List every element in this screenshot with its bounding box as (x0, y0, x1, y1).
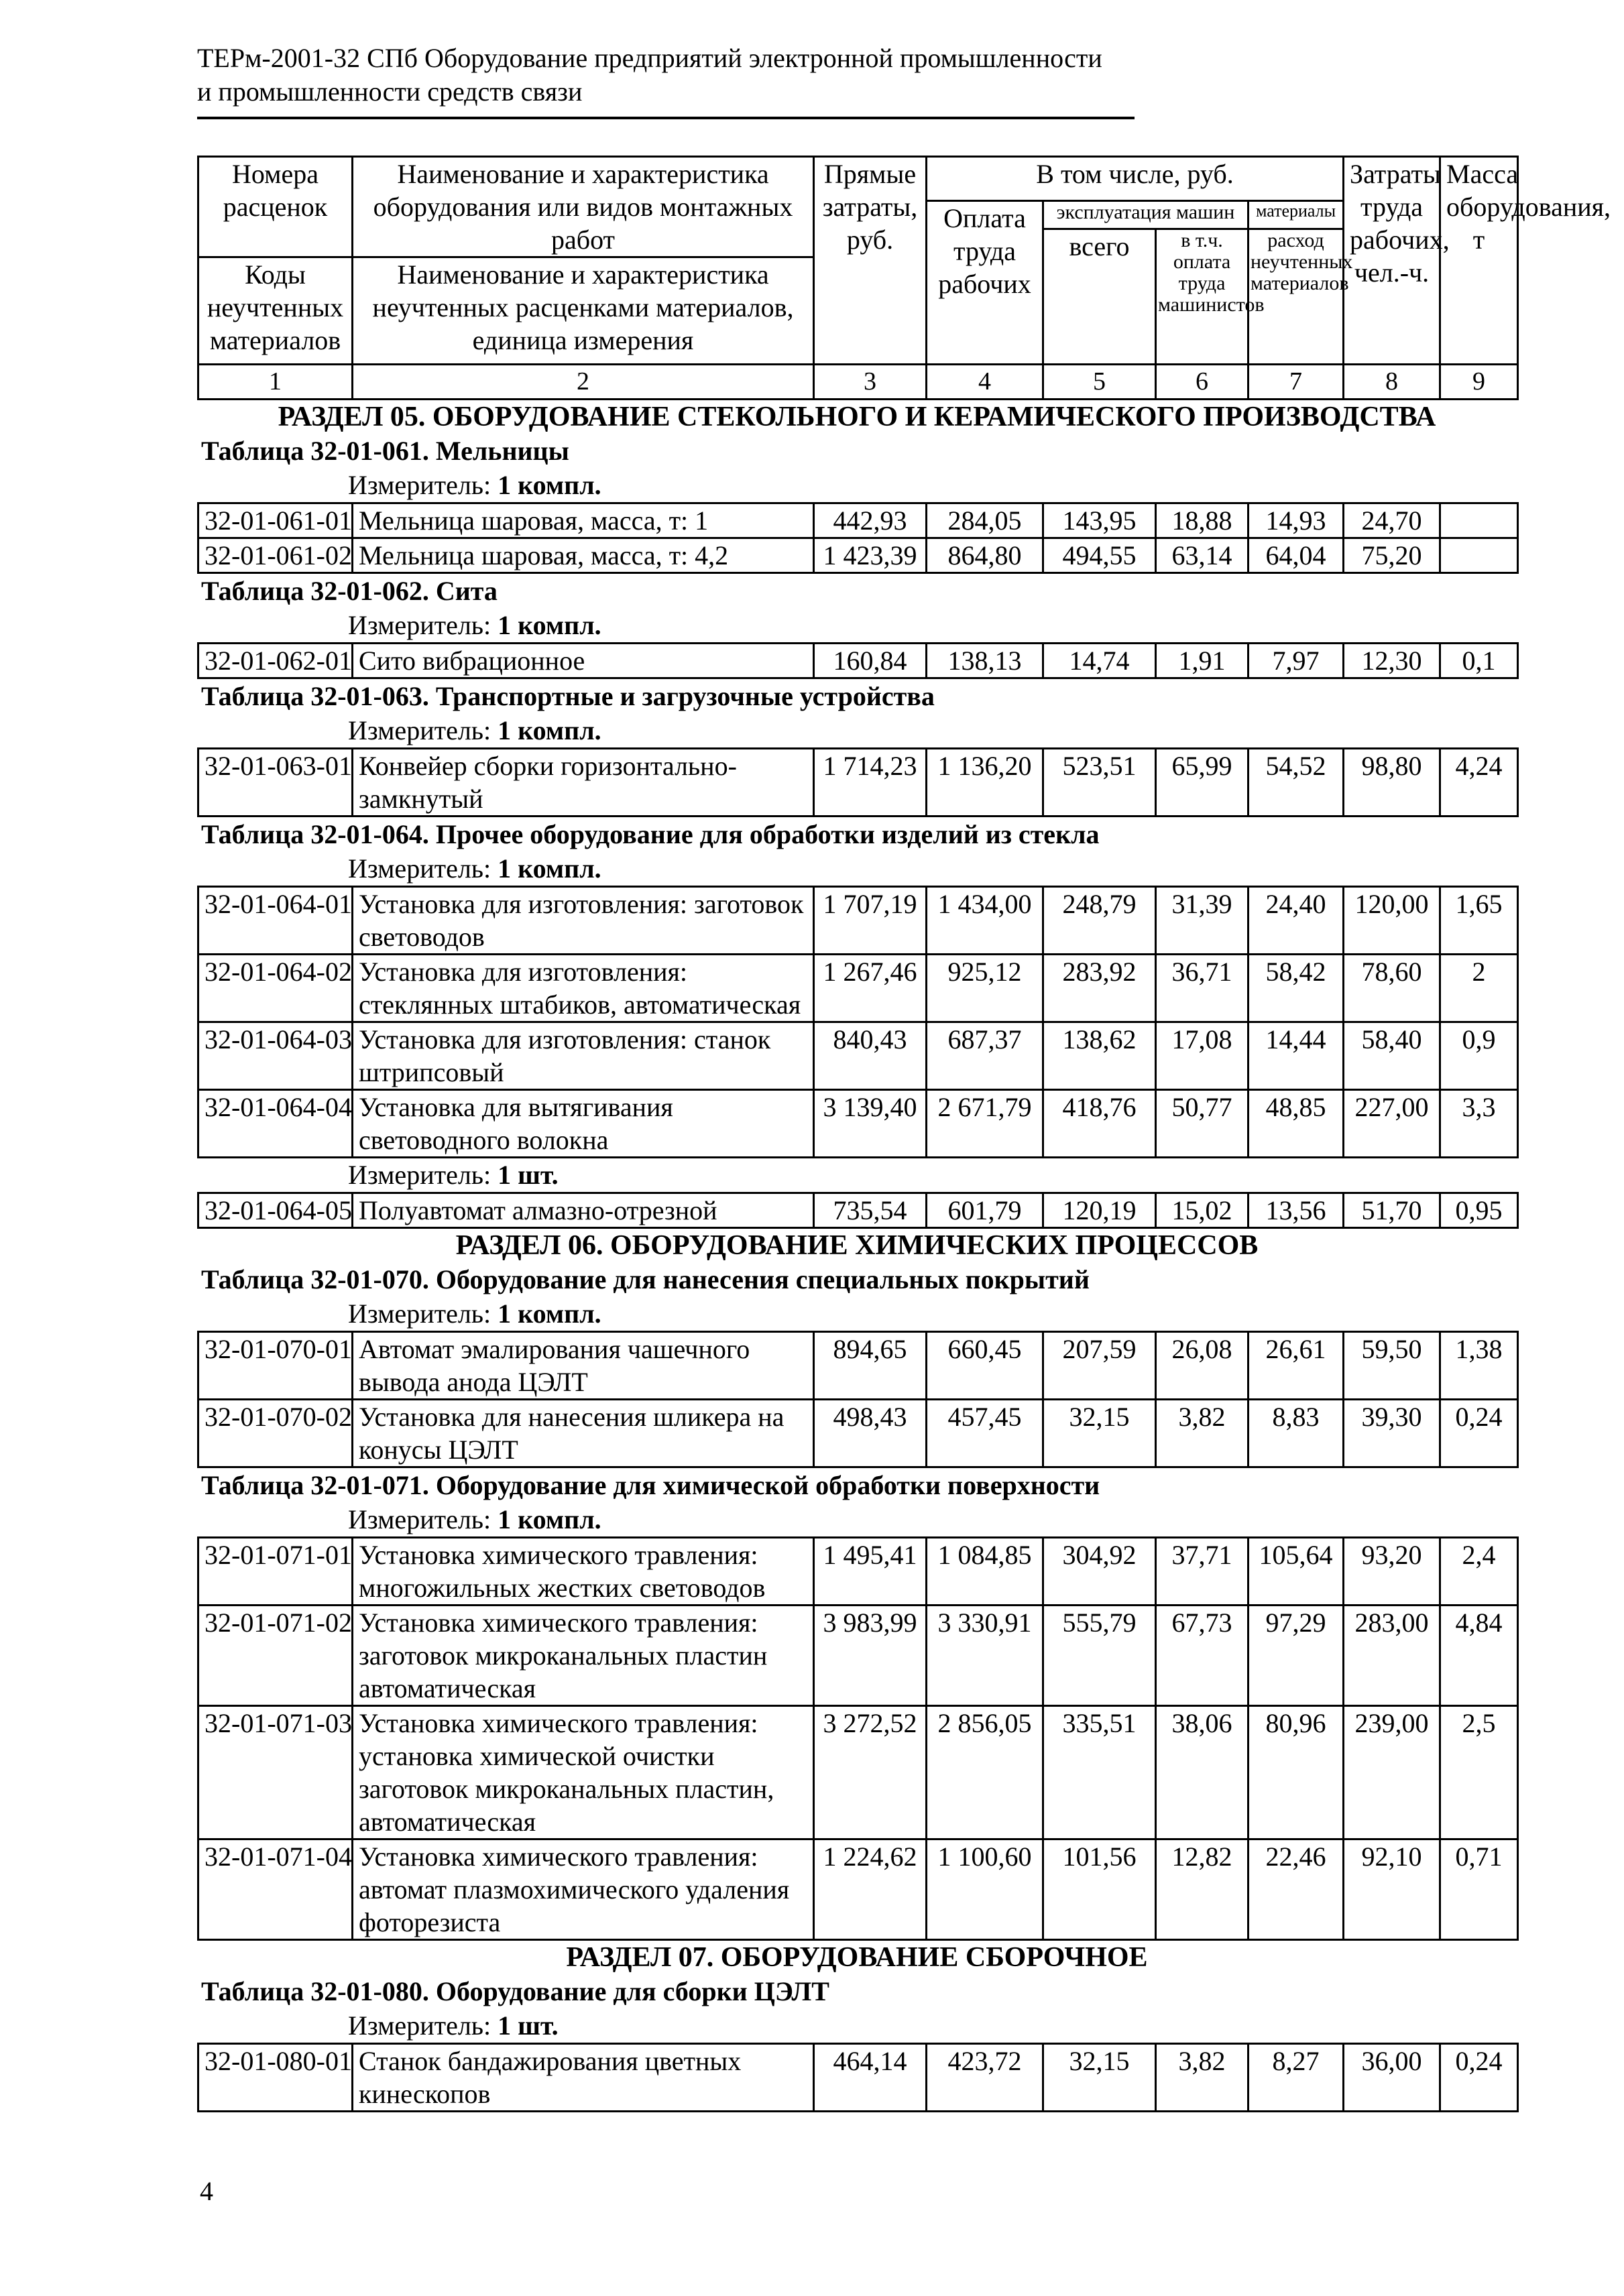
rate-value: 418,76 (1043, 1090, 1156, 1158)
rate-value: 864,80 (927, 538, 1043, 573)
measure-label: Измеритель: (348, 610, 491, 640)
col-header-1-top: Номера расценок (198, 157, 353, 257)
rate-value: 0,9 (1440, 1022, 1518, 1090)
rate-value: 1 423,39 (814, 538, 927, 573)
rate-value: 32,15 (1043, 2044, 1156, 2112)
rate-value: 14,93 (1249, 503, 1344, 538)
col-header-3: Прямые затраты, руб. (814, 157, 927, 365)
table-title: Таблица 32-01-062. Сита (201, 576, 498, 606)
table-row (198, 538, 1518, 573)
rates-table (197, 1192, 1519, 1229)
rate-value: 67,73 (1156, 1606, 1249, 1706)
rate-value: 660,45 (927, 1332, 1043, 1400)
rate-value: 335,51 (1043, 1706, 1156, 1839)
rate-value: 22,46 (1249, 1839, 1344, 1940)
col-header-7: расход неучтенных материалов (1249, 229, 1344, 365)
rate-value: 304,92 (1043, 1538, 1156, 1606)
rate-value: 227,00 (1344, 1090, 1440, 1158)
rate-value: 7,97 (1249, 644, 1344, 678)
rate-name: Установка химического травления: многожильных жестких световодов (353, 1538, 814, 1606)
rate-name: Установка для изготовления: заготовок световодов (353, 887, 814, 955)
col-number: 4 (927, 365, 1043, 400)
rate-value (1440, 538, 1518, 573)
table-row (198, 887, 1518, 955)
rate-value (1440, 503, 1518, 538)
rate-code: 32-01-061-01 (198, 503, 353, 538)
rate-value: 1 224,62 (814, 1839, 927, 1940)
measure-label: Измеритель: (348, 1504, 491, 1534)
rate-value: 0,1 (1440, 644, 1518, 678)
rate-value: 0,24 (1440, 1400, 1518, 1467)
rate-value: 63,14 (1156, 538, 1249, 573)
rate-value: 58,42 (1249, 955, 1344, 1022)
rate-name: Установка для вытягивания световодного волокна (353, 1090, 814, 1158)
rate-name: Мельница шаровая, масса, т: 1 (353, 503, 814, 538)
rate-value: 48,85 (1249, 1090, 1344, 1158)
rate-value: 8,83 (1249, 1400, 1344, 1467)
rate-value: 0,95 (1440, 1193, 1518, 1228)
rate-value: 36,71 (1156, 955, 1249, 1022)
rate-value: 1 136,20 (927, 749, 1043, 817)
rate-value: 442,93 (814, 503, 927, 538)
header-rule (197, 117, 1135, 119)
rate-value: 3 139,40 (814, 1090, 927, 1158)
rate-value: 8,27 (1249, 2044, 1344, 2112)
rate-value: 32,15 (1043, 1400, 1156, 1467)
rate-value: 239,00 (1344, 1706, 1440, 1839)
section-title: РАЗДЕЛ 07. ОБОРУДОВАНИЕ СБОРОЧНОЕ (566, 1942, 1148, 1973)
rate-value: 39,30 (1344, 1400, 1440, 1467)
measure-line (197, 2009, 1517, 2043)
rate-value: 54,52 (1249, 749, 1344, 817)
col-header-6: в т.ч. оплата труда машинистов (1156, 229, 1249, 365)
rate-value: 3,3 (1440, 1090, 1518, 1158)
rate-value: 24,70 (1344, 503, 1440, 538)
table-row (198, 1706, 1518, 1839)
rate-value: 37,71 (1156, 1538, 1249, 1606)
table-row (198, 1193, 1518, 1228)
rate-name: Сито вибрационное (353, 644, 814, 678)
rate-code: 32-01-070-01 (198, 1332, 353, 1400)
measure-value: 1 компл. (498, 715, 601, 745)
measure-value: 1 шт. (498, 1160, 559, 1190)
rate-value: 894,65 (814, 1332, 927, 1400)
rate-value: 1 084,85 (927, 1538, 1043, 1606)
rate-value: 78,60 (1344, 955, 1440, 1022)
rate-name: Установка химического травления: установка химической очистки заготовок микроканальных пластин, автоматическая (353, 1706, 814, 1839)
rate-value: 4,24 (1440, 749, 1518, 817)
rate-name: Станок бандажирования цветных кинескопов (353, 2044, 814, 2112)
measure-line (197, 714, 1517, 747)
col-header-2-top: Наименование и характеристика оборудования или видов монтажных работ (353, 157, 814, 257)
rate-code: 32-01-064-02 (198, 955, 353, 1022)
col-header-machines: эксплуатация машин (1043, 201, 1249, 229)
col-number: 2 (353, 365, 814, 400)
col-header-1-bottom: Коды неучтенных материалов (198, 257, 353, 365)
measure-value: 1 компл. (498, 470, 601, 500)
measure-line (197, 1158, 1517, 1192)
rate-value: 1,91 (1156, 644, 1249, 678)
rate-value: 207,59 (1043, 1332, 1156, 1400)
rate-value: 3,82 (1156, 2044, 1249, 2112)
table-row (198, 955, 1518, 1022)
rate-value: 248,79 (1043, 887, 1156, 955)
rate-name: Установка для нанесения шликера на конусы ЦЭЛТ (353, 1400, 814, 1467)
rate-code: 32-01-080-01 (198, 2044, 353, 2112)
rate-value: 3 272,52 (814, 1706, 927, 1839)
table-row (198, 1400, 1518, 1467)
rate-value: 58,40 (1344, 1022, 1440, 1090)
rate-value: 26,61 (1249, 1332, 1344, 1400)
table-row (198, 1606, 1518, 1706)
measure-value: 1 компл. (498, 1504, 601, 1534)
col-number: 1 (198, 365, 353, 400)
rates-table (197, 747, 1519, 817)
rate-value: 0,24 (1440, 2044, 1518, 2112)
rate-value: 601,79 (927, 1193, 1043, 1228)
rate-value: 93,20 (1344, 1538, 1440, 1606)
header-line-2: и промышленности средств связи (197, 76, 583, 107)
rate-value: 3 983,99 (814, 1606, 927, 1706)
rate-value: 120,19 (1043, 1193, 1156, 1228)
rate-code: 32-01-071-02 (198, 1606, 353, 1706)
rate-value: 51,70 (1344, 1193, 1440, 1228)
table-row (198, 1538, 1518, 1606)
rate-code: 32-01-062-01 (198, 644, 353, 678)
rate-value: 36,00 (1344, 2044, 1440, 2112)
rate-value: 1,38 (1440, 1332, 1518, 1400)
rate-name: Установка для изготовления: стеклянных штабиков, автоматическая (353, 955, 814, 1022)
col-number: 7 (1249, 365, 1344, 400)
table-title: Таблица 32-01-061. Мельницы (201, 436, 569, 466)
measure-line (197, 609, 1517, 642)
rate-value: 1 714,23 (814, 749, 927, 817)
rate-value: 24,40 (1249, 887, 1344, 955)
measure-line (197, 469, 1517, 502)
rate-value: 1 434,00 (927, 887, 1043, 955)
rate-value: 12,30 (1344, 644, 1440, 678)
document-body (197, 156, 1611, 2112)
measure-label: Измеритель: (348, 715, 491, 745)
rate-value: 423,72 (927, 2044, 1043, 2112)
rate-value: 840,43 (814, 1022, 927, 1090)
table-title: Таблица 32-01-063. Транспортные и загрузочные устройства (201, 681, 935, 711)
col-header-5: всего (1043, 229, 1156, 365)
page-header (197, 42, 1136, 109)
page-number: 4 (200, 2176, 213, 2206)
rate-value: 120,00 (1344, 887, 1440, 955)
rate-value: 4,84 (1440, 1606, 1518, 1706)
rate-name: Автомат эмалирования чашечного вывода анода ЦЭЛТ (353, 1332, 814, 1400)
rates-content (197, 400, 1517, 2112)
rate-value: 92,10 (1344, 1839, 1440, 1940)
table-title: Таблица 32-01-080. Оборудование для сборки ЦЭЛТ (201, 1976, 829, 2006)
rate-value: 13,56 (1249, 1193, 1344, 1228)
table-row (198, 1839, 1518, 1940)
measure-line (197, 1297, 1517, 1331)
rates-table (197, 502, 1519, 574)
col-number: 8 (1344, 365, 1440, 400)
col-number: 5 (1043, 365, 1156, 400)
rate-code: 32-01-061-02 (198, 538, 353, 573)
table-title: Таблица 32-01-071. Оборудование для химической обработки поверхности (201, 1470, 1100, 1500)
rate-code: 32-01-064-05 (198, 1193, 353, 1228)
col-number: 6 (1156, 365, 1249, 400)
rate-value: 64,04 (1249, 538, 1344, 573)
rate-code: 32-01-070-02 (198, 1400, 353, 1467)
rate-code: 32-01-064-04 (198, 1090, 353, 1158)
rate-value: 464,14 (814, 2044, 927, 2112)
rate-value: 14,74 (1043, 644, 1156, 678)
rate-value: 1 267,46 (814, 955, 927, 1022)
rate-name: Установка химического травления: автомат плазмохимического удаления фоторезиста (353, 1839, 814, 1940)
rate-value: 3,82 (1156, 1400, 1249, 1467)
header-line-1: ТЕРм-2001-32 СПб Оборудование предприятий электронной промышленности (197, 43, 1102, 73)
col-header-materials: материалы (1249, 201, 1344, 229)
rate-code: 32-01-071-03 (198, 1706, 353, 1839)
rate-value: 1 707,19 (814, 887, 927, 955)
rate-value: 12,82 (1156, 1839, 1249, 1940)
col-header-2-bottom: Наименование и характеристика неучтенных расценками материалов, единица измерения (353, 257, 814, 365)
rate-value: 555,79 (1043, 1606, 1156, 1706)
rate-code: 32-01-063-01 (198, 749, 353, 817)
rate-value: 2,4 (1440, 1538, 1518, 1606)
rate-value: 31,39 (1156, 887, 1249, 955)
rate-value: 283,92 (1043, 955, 1156, 1022)
rate-value: 101,56 (1043, 1839, 1156, 1940)
rate-value: 523,51 (1043, 749, 1156, 817)
measure-label: Измеритель: (348, 470, 491, 500)
rate-value: 284,05 (927, 503, 1043, 538)
section-title: РАЗДЕЛ 06. ОБОРУДОВАНИЕ ХИМИЧЕСКИХ ПРОЦЕССОВ (455, 1230, 1259, 1261)
table-row (198, 1090, 1518, 1158)
measure-line (197, 1503, 1517, 1536)
rate-value: 14,44 (1249, 1022, 1344, 1090)
measure-label: Измеритель: (348, 1160, 491, 1190)
measure-value: 1 компл. (498, 610, 601, 640)
table-row (198, 1332, 1518, 1400)
rate-value: 2 (1440, 955, 1518, 1022)
rate-name: Мельница шаровая, масса, т: 4,2 (353, 538, 814, 573)
rate-value: 18,88 (1156, 503, 1249, 538)
rate-code: 32-01-064-03 (198, 1022, 353, 1090)
rates-table (197, 1536, 1519, 1941)
rates-table (197, 642, 1519, 679)
rate-value: 65,99 (1156, 749, 1249, 817)
rate-value: 1 100,60 (927, 1839, 1043, 1940)
rate-value: 2 856,05 (927, 1706, 1043, 1839)
rate-value: 75,20 (1344, 538, 1440, 573)
rate-name: Полуавтомат алмазно-отрезной (353, 1193, 814, 1228)
table-row (198, 749, 1518, 817)
rate-value: 143,95 (1043, 503, 1156, 538)
rate-name: Конвейер сборки горизонтально-замкнутый (353, 749, 814, 817)
measure-label: Измеритель: (348, 2010, 491, 2041)
rate-code: 32-01-064-01 (198, 887, 353, 955)
measure-line (197, 852, 1517, 886)
rate-value: 15,02 (1156, 1193, 1249, 1228)
measure-value: 1 компл. (498, 853, 601, 884)
col-header-9: Масса оборудования, т (1440, 157, 1518, 365)
rate-value: 735,54 (814, 1193, 927, 1228)
table-title: Таблица 32-01-070. Оборудование для нанесения специальных покрытий (201, 1264, 1090, 1294)
rates-table (197, 886, 1519, 1158)
rate-code: 32-01-071-01 (198, 1538, 353, 1606)
rate-name: Установка для изготовления: станок штрипсовый (353, 1022, 814, 1090)
measure-label: Измеритель: (348, 1298, 491, 1329)
rate-value: 1 495,41 (814, 1538, 927, 1606)
measure-value: 1 шт. (498, 2010, 559, 2041)
rate-value: 98,80 (1344, 749, 1440, 817)
rate-value: 498,43 (814, 1400, 927, 1467)
rate-value: 17,08 (1156, 1022, 1249, 1090)
rate-name: Установка химического травления: заготовок микроканальных пластин автоматическая (353, 1606, 814, 1706)
measure-value: 1 компл. (498, 1298, 601, 1329)
table-title: Таблица 32-01-064. Прочее оборудование для обработки изделий из стекла (201, 819, 1100, 849)
rate-value: 138,62 (1043, 1022, 1156, 1090)
rate-value: 59,50 (1344, 1332, 1440, 1400)
rate-value: 0,71 (1440, 1839, 1518, 1940)
rates-table (197, 2043, 1519, 2112)
col-number: 9 (1440, 365, 1518, 400)
rate-value: 26,08 (1156, 1332, 1249, 1400)
col-header-4: Оплата труда рабочих (927, 201, 1043, 365)
rate-value: 2,5 (1440, 1706, 1518, 1839)
col-header-group: В том числе, руб. (927, 157, 1344, 201)
col-number: 3 (814, 365, 927, 400)
col-header-8: Затраты труда рабочих, чел.-ч. (1344, 157, 1440, 365)
measure-label: Измеритель: (348, 853, 491, 884)
rate-code: 32-01-071-04 (198, 1839, 353, 1940)
rate-value: 494,55 (1043, 538, 1156, 573)
table-row (198, 2044, 1518, 2112)
rate-value: 38,06 (1156, 1706, 1249, 1839)
rate-value: 283,00 (1344, 1606, 1440, 1706)
rates-table (197, 1331, 1519, 1468)
table-row (198, 503, 1518, 538)
rate-value: 2 671,79 (927, 1090, 1043, 1158)
table-row (198, 1022, 1518, 1090)
rate-value: 160,84 (814, 644, 927, 678)
section-title: РАЗДЕЛ 05. ОБОРУДОВАНИЕ СТЕКОЛЬНОГО И КЕРАМИЧЕСКОГО ПРОИЗВОДСТВА (278, 402, 1436, 432)
rate-value: 138,13 (927, 644, 1043, 678)
rate-value: 3 330,91 (927, 1606, 1043, 1706)
rate-value: 1,65 (1440, 887, 1518, 955)
rate-value: 50,77 (1156, 1090, 1249, 1158)
rate-value: 105,64 (1249, 1538, 1344, 1606)
rate-value: 80,96 (1249, 1706, 1344, 1839)
rate-value: 457,45 (927, 1400, 1043, 1467)
rate-value: 925,12 (927, 955, 1043, 1022)
rate-value: 97,29 (1249, 1606, 1344, 1706)
header-table (197, 156, 1611, 400)
table-row (198, 644, 1518, 678)
rate-value: 687,37 (927, 1022, 1043, 1090)
